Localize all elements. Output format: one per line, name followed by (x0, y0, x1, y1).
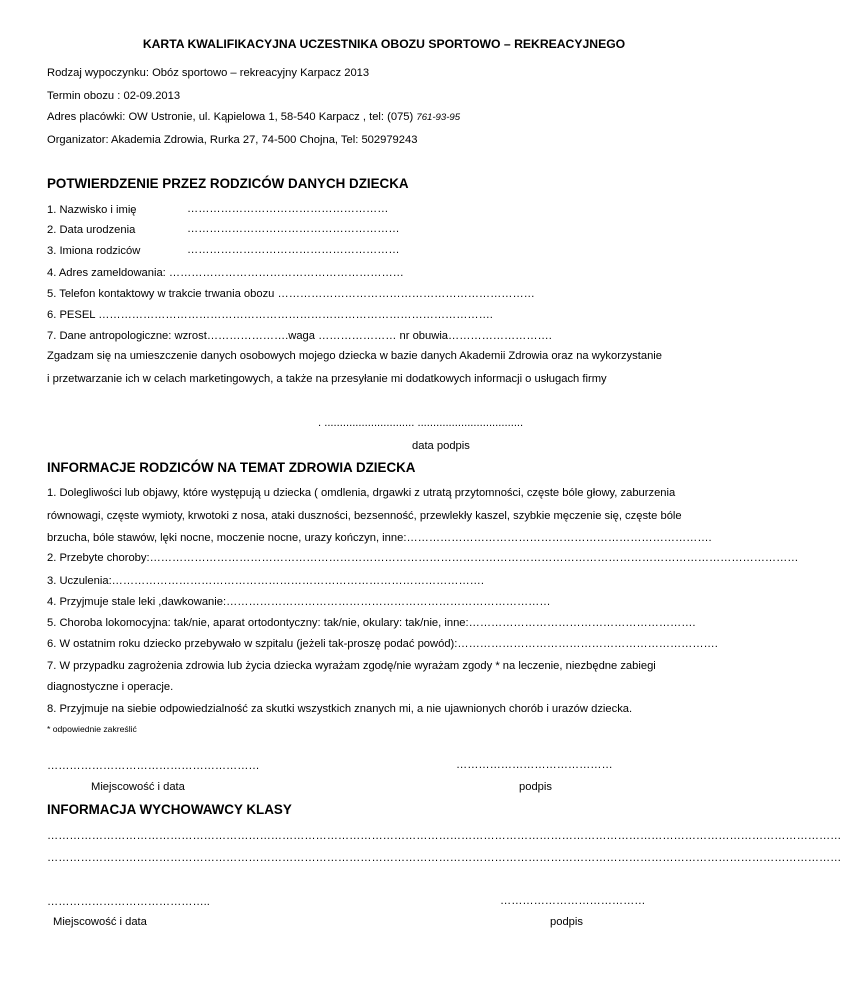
question-2[interactable]: 2. Przebyte choroby:………………………………………………………………………………………………………………………………………………………… (47, 552, 799, 564)
date-signature-label: data podpis (412, 440, 470, 452)
consent-line-1: Zgadzam się na umieszczenie danych osobowych mojego dziecka w bazie danych Akademii Zdrowia oraz na wykorzystanie (47, 350, 662, 362)
field-7[interactable]: 7. Dane antropologiczne: wzrost………………….waga ………………… nr obuwia………………………. (47, 330, 552, 342)
teacher-signature-label: podpis (550, 916, 583, 928)
field-1-label: 1. Nazwisko i imię (47, 204, 137, 216)
signature-dots[interactable]: …………………………………… (456, 759, 613, 771)
question-7-line-1[interactable]: 7. W przypadku zagrożenia zdrowia lub życia dziecka wyrażam zgodę/nie wyrażam zgody * na leczenie, niezbędne zabiegi (47, 660, 656, 672)
info-rodzaj: Rodzaj wypoczynku: Obóz sportowo – rekreacyjny Karpacz 2013 (47, 67, 370, 79)
date-signature-dots[interactable]: . ............................. .................................. (318, 417, 524, 429)
section2-heading: INFORMACJE RODZICÓW NA TEMAT ZDROWIA DZIECKA (47, 460, 416, 475)
signature-label: podpis (519, 781, 552, 793)
info-termin: Termin obozu : 02-09.2013 (47, 90, 181, 102)
teacher-signature-dots[interactable]: ………………………………… (500, 895, 646, 907)
field-4[interactable]: 4. Adres zameldowania: ……………………………………………………… (47, 267, 404, 279)
teacher-info-line-1[interactable]: …………………………………………………………………………………………………………………………………………………………………………………………… (47, 830, 841, 842)
section3-heading: INFORMACJA WYCHOWAWCY KLASY (47, 802, 292, 817)
place-date-dots[interactable]: ………………………………………………… (47, 760, 260, 772)
section1-heading: POTWIERDZENIE PRZEZ RODZICÓW DANYCH DZIECKA (47, 176, 409, 191)
question-7-line-2: diagnostyczne i operacje. (47, 681, 174, 693)
field-1-dots[interactable]: ……………………………………………… (187, 203, 389, 215)
question-3[interactable]: 3. Uczulenia:………………………………………………………………………………………. (47, 575, 484, 587)
question-1-line-1: 1. Dolegliwości lub objawy, które występują u dziecka ( omdlenia, drgawki z utratą przytomności, częste bóle głowy, zaburzenia (47, 487, 676, 499)
question-6[interactable]: 6. W ostatnim roku dziecko przebywało w szpitalu (jeżeli tak-proszę podać powód):……………………………………………………………. (47, 638, 718, 650)
field-3-label: 3. Imiona rodziców (47, 245, 141, 257)
consent-line-2: i przetwarzanie ich w celach marketingowych, a także na przesyłanie mi dodatkowych informacji o usługach firmy (47, 373, 607, 385)
info-adres (47, 110, 460, 125)
question-1-line-2: równowagi, częste wymioty, krwotoki z nosa, ataki duszności, bezsenność, przewlekły kaszel, szybkie męczenie się, częste bóle (47, 510, 682, 522)
info-adres-main: Adres placówki: OW Ustronie, ul. Kąpielowa 1, 58-540 Karpacz , tel: (075) (47, 111, 417, 123)
teacher-info-line-2[interactable]: …………………………………………………………………………………………………………………………………………………………………………………………… (47, 852, 841, 864)
form-title: KARTA KWALIFIKACYJNA UCZESTNIKA OBOZU SPORTOWO – REKREACYJNEGO (142, 37, 626, 51)
field-2-label: 2. Data urodzenia (47, 224, 136, 236)
place-date-label: Miejscowość i data (91, 781, 185, 793)
info-adres-phone: 761-93-95 (416, 112, 461, 123)
field-5[interactable]: 5. Telefon kontaktowy w trakcie trwania obozu …………………………………………………………… (47, 288, 535, 300)
question-1-line-3[interactable]: brzucha, bóle stawów, lęki nocne, moczenie nocne, urazy kończyn, inne:………………………………………………………………………. (47, 532, 712, 544)
field-6[interactable]: 6. PESEL ……………………………………………………………………………………………. (47, 309, 493, 321)
teacher-place-date-dots[interactable]: …………………………………….. (47, 896, 210, 908)
footnote: * odpowiednie zakreślić (47, 724, 137, 734)
field-2-dots[interactable]: ………………………………………………… (187, 223, 400, 235)
question-5[interactable]: 5. Choroba lokomocyjna: tak/nie, aparat ortodontyczny: tak/nie, okulary: tak/nie, inne:……………………………………………………. (47, 617, 696, 629)
field-3-dots[interactable]: ………………………………………………… (187, 244, 400, 256)
question-8: 8. Przyjmuje na siebie odpowiedzialność za skutki wszystkich znanych mi, a nie ujawnionych chorób i urazów dziecka. (47, 703, 633, 715)
teacher-place-date-label: Miejscowość i data (53, 916, 147, 928)
info-organizator: Organizator: Akademia Zdrowia, Rurka 27, 74-500 Chojna, Tel: 502979243 (47, 134, 418, 146)
question-4[interactable]: 4. Przyjmuje stale leki ,dawkowanie:…………………………………………………………………………… (47, 596, 551, 608)
